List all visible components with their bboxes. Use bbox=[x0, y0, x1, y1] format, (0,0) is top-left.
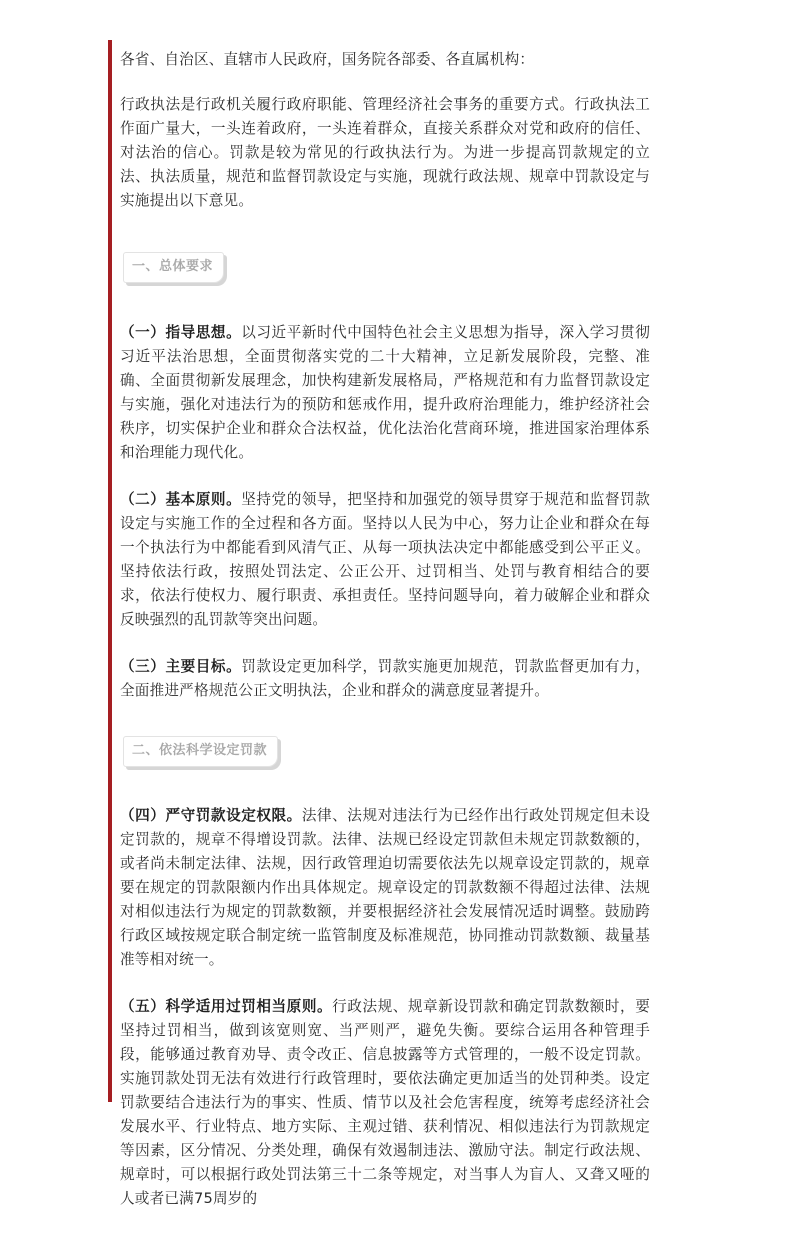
item-paragraph-1 bbox=[120, 321, 650, 465]
left-accent-rule bbox=[108, 40, 112, 1102]
item-text: 坚持党的领导，把坚持和加强党的领导贯穿于规范和监督罚款设定与实施工作的全过程和各方面。坚持以人民为中心，努力让企业和群众在每一个执法行为中都能看到风清气正、从每一项执法决定中都能感受到公平正义。坚持依法行政，按照处罚法定、公正公开、过罚相当、处罚与教育相结合的要求，依法行使权力、履行职责、承担责任。坚持问题导向，着力破解企业和群众反映强烈的乱罚款等突出问题。 bbox=[120, 491, 650, 628]
item-lead: （四）严守罚款设定权限。 bbox=[120, 807, 302, 824]
document-body bbox=[120, 48, 650, 1234]
section-heading-1: 一、总体要求 bbox=[123, 252, 224, 283]
item-text: 罚款设定更加科学，罚款实施更加规范，罚款监督更加有力，全面推进严格规范公正文明执法，企业和群众的满意度显著提升。 bbox=[120, 658, 650, 699]
item-paragraph-2 bbox=[120, 488, 650, 632]
item-paragraph-4 bbox=[120, 804, 650, 972]
item-lead: （一）指导思想。 bbox=[120, 324, 242, 341]
item-paragraph-5 bbox=[120, 995, 650, 1211]
salutation: 各省、自治区、直辖市人民政府，国务院各部委、各直属机构： bbox=[120, 51, 535, 68]
item-lead: （五）科学适用过罚相当原则。 bbox=[120, 998, 333, 1015]
item-lead: （二）基本原则。 bbox=[120, 491, 242, 508]
item-text: 行政法规、规章新设罚款和确定罚款数额时，要坚持过罚相当，做到该宽则宽、当严则严，避免失衡。要综合运用各种管理手段，能够通过教育劝导、责令改正、信息披露等方式管理的，一般不设定罚款。实施罚款处罚无法有效进行行政管理时，要依法确定更加适当的处罚种类。设定罚款要结合违法行为的事实、性质、情节以及社会危害程度，统筹考虑经济社会发展水平、行业特点、地方实际、主观过错、获利情况、相似违法行为罚款规定等因素，区分情况、分类处理，确保有效遏制违法、激励守法。制定行政法规、规章时，可以根据行政处罚法第三十二条等规定，对当事人为盲人、又聋又哑的人或者已满75周岁的 bbox=[120, 998, 650, 1207]
section-heading-2: 二、依法科学设定罚款 bbox=[123, 736, 278, 767]
item-text: 法律、法规对违法行为已经作出行政处罚规定但未设定罚款的，规章不得增设罚款。法律、法规已经设定罚款但未规定罚款数额的，或者尚未制定法律、法规，因行政管理迫切需要依法先以规章设定罚款的，规章要在规定的罚款限额内作出具体规定。规章设定的罚款数额不得超过法律、法规对相似违法行为规定的罚款数额，并要根据经济社会发展情况适时调整。鼓励跨行政区域按规定联合制定统一监管制度及标准规范，协同推动罚款数额、裁量基准等相对统一。 bbox=[120, 807, 650, 968]
item-text: 以习近平新时代中国特色社会主义思想为指导，深入学习贯彻习近平法治思想，全面贯彻落实党的二十大精神，立足新发展阶段，完整、准确、全面贯彻新发展理念，加快构建新发展格局，严格规范和有力监督罚款设定与实施，强化对违法行为的预防和惩戒作用，提升政府治理能力，维护经济社会秩序，切实保护企业和群众合法权益，优化法治化营商环境，推进国家治理体系和治理能力现代化。 bbox=[120, 324, 650, 461]
item-paragraph-3 bbox=[120, 655, 650, 703]
item-lead: （三）主要目标。 bbox=[120, 658, 242, 675]
intro-paragraph: 行政执法是行政机关履行政府职能、管理经济社会事务的重要方式。行政执法工作面广量大，一头连着政府，一头连着群众，直接关系群众对党和政府的信任、对法治的信心。罚款是较为常见的行政执法行为。为进一步提高罚款规定的立法、执法质量，规范和监督罚款设定与实施，现就行政法规、规章中罚款设定与实施提出以下意见。 bbox=[120, 96, 650, 209]
